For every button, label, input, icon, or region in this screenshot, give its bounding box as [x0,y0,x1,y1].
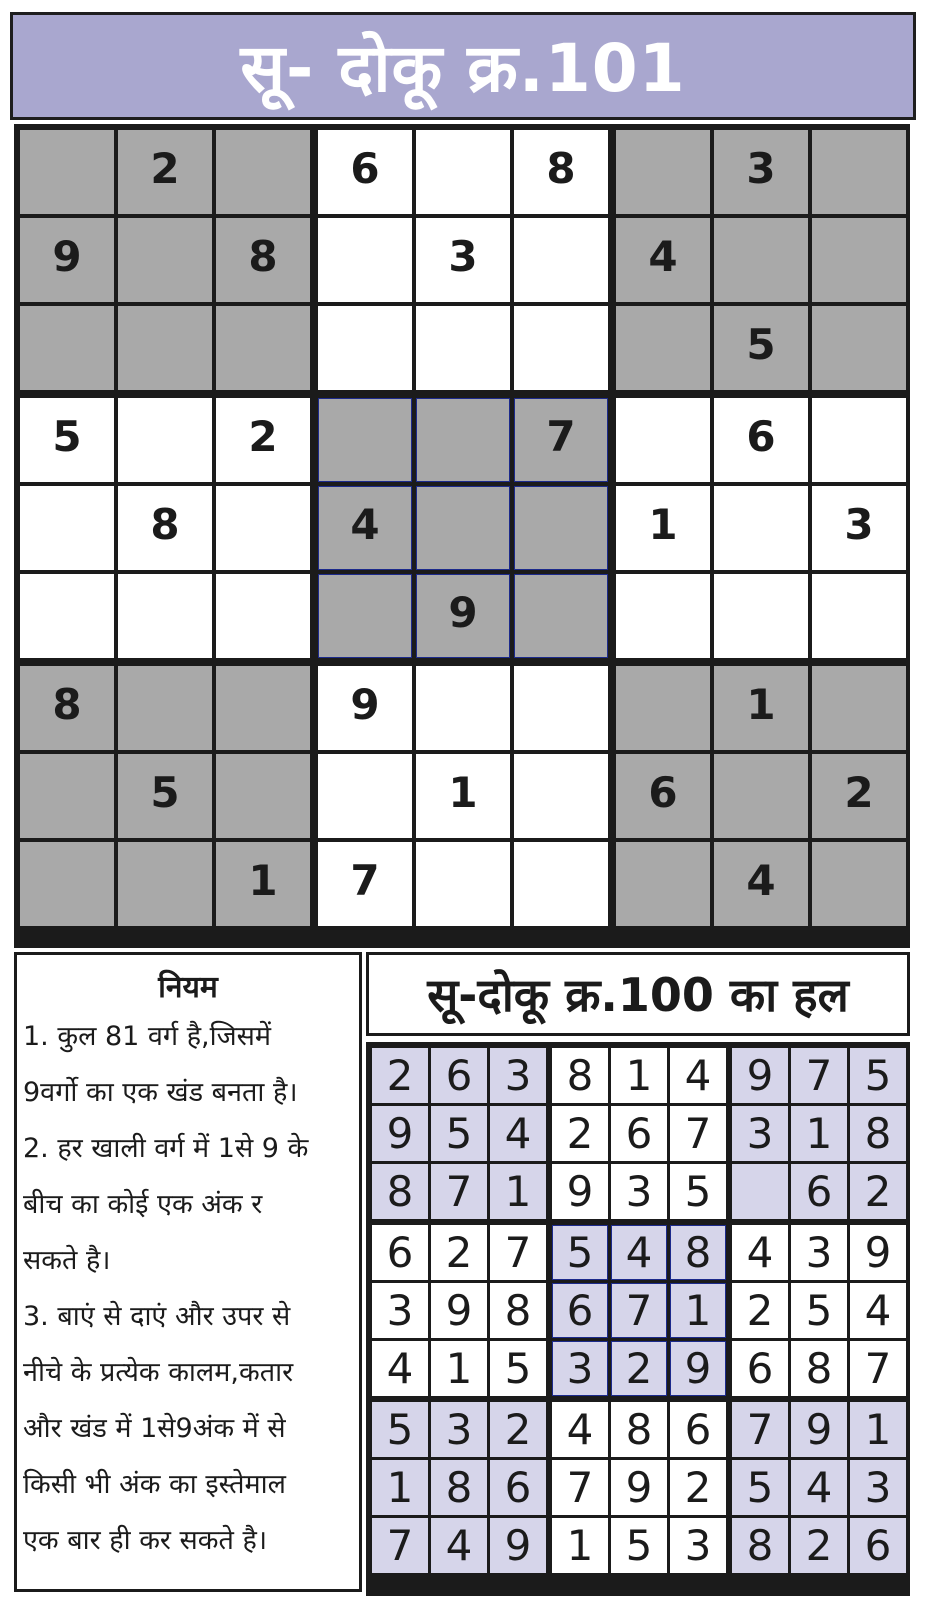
solution-cell-r2-c5: 6 [611,1106,667,1161]
puzzle-cell-r1-c6: 8 [514,130,608,214]
puzzle-cell-r1-c1 [20,130,114,214]
solution-cell-r9-c5: 5 [611,1518,667,1573]
puzzle-cell-r5-c6 [514,486,608,570]
solution-cell-r4-c3: 7 [490,1225,546,1280]
puzzle-cell-r1-c5 [416,130,510,214]
solution-cell-r9-c3: 9 [490,1518,546,1573]
puzzle-cell-r7-c4: 9 [318,666,412,750]
solution-cell-r5-c6: 1 [670,1283,726,1338]
puzzle-cell-r5-c9: 3 [812,486,906,570]
puzzle-cell-r9-c1 [20,842,114,926]
puzzle-cell-r6-c3 [216,574,310,658]
puzzle-cell-r5-c1 [20,486,114,570]
puzzle-cell-r1-c9 [812,130,906,214]
solution-cell-r5-c3: 8 [490,1283,546,1338]
puzzle-cell-r3-c2 [118,306,212,390]
solution-cell-r3-c6: 5 [670,1164,726,1219]
puzzle-cell-r5-c8 [714,486,808,570]
puzzle-cell-r4-c9 [812,398,906,482]
puzzle-cell-r9-c8: 4 [714,842,808,926]
puzzle-cell-r9-c3: 1 [216,842,310,926]
puzzle-cell-r4-c4 [318,398,412,482]
solution-cell-r9-c1: 7 [372,1518,428,1573]
rules-panel [14,952,362,1592]
solution-cell-r2-c2: 5 [431,1106,487,1161]
solution-cell-r2-c3: 4 [490,1106,546,1161]
solution-cell-r7-c3: 2 [490,1402,546,1457]
solution-cell-r5-c8: 5 [791,1283,847,1338]
rule-line: बीच का कोई एक अंक र [23,1189,263,1220]
puzzle-cell-r5-c4: 4 [318,486,412,570]
puzzle-cell-r1-c3 [216,130,310,214]
puzzle-cell-r8-c1 [20,754,114,838]
solution-title-box [366,952,910,1036]
solution-cell-r9-c9: 6 [850,1518,906,1573]
solution-cell-r9-c6: 3 [670,1518,726,1573]
puzzle-cell-r1-c7 [616,130,710,214]
solution-cell-r9-c4: 1 [552,1518,608,1573]
solution-cell-r7-c2: 3 [431,1402,487,1457]
solution-cell-r1-c7: 9 [732,1048,788,1103]
puzzle-cell-r9-c5 [416,842,510,926]
puzzle-cell-r6-c4 [318,574,412,658]
puzzle-cell-r2-c2 [118,218,212,302]
solution-cell-r9-c8: 2 [791,1518,847,1573]
puzzle-cell-r7-c3 [216,666,310,750]
rule-line: किसी भी अंक का इस्तेमाल [23,1469,286,1500]
solution-cell-r8-c3: 6 [490,1460,546,1515]
rule-line: सकते है। [23,1245,111,1276]
solution-cell-r2-c6: 7 [670,1106,726,1161]
solution-cell-r8-c5: 9 [611,1460,667,1515]
puzzle-cell-r5-c5 [416,486,510,570]
puzzle-cell-r4-c3: 2 [216,398,310,482]
solution-cell-r8-c6: 2 [670,1460,726,1515]
puzzle-cell-r1-c8: 3 [714,130,808,214]
solution-cell-r5-c2: 9 [431,1283,487,1338]
solution-cell-r1-c1: 2 [372,1048,428,1103]
puzzle-cell-r4-c2 [118,398,212,482]
solution-cell-r5-c7: 2 [732,1283,788,1338]
solution-cell-r4-c2: 2 [431,1225,487,1280]
puzzle-cell-r9-c2 [118,842,212,926]
solution-cell-r3-c4: 9 [552,1164,608,1219]
solution-cell-r1-c8: 7 [791,1048,847,1103]
solution-cell-r2-c4: 2 [552,1106,608,1161]
solution-cell-r7-c8: 9 [791,1402,847,1457]
solution-cell-r8-c2: 8 [431,1460,487,1515]
puzzle-cell-r8-c2: 5 [118,754,212,838]
rule-line: और खंड में 1से9अंक में से [23,1413,286,1444]
puzzle-cell-r2-c3: 8 [216,218,310,302]
solution-cell-r8-c7: 5 [732,1460,788,1515]
puzzle-title: सू- दोकू क्र.101 [240,30,686,107]
puzzle-cell-r7-c8: 1 [714,666,808,750]
puzzle-cell-r1-c2: 2 [118,130,212,214]
rule-line: 2. हर खाली वर्ग में 1से 9 के [23,1133,309,1164]
puzzle-cell-r3-c5 [416,306,510,390]
solution-cell-r1-c2: 6 [431,1048,487,1103]
rule-line: 3. बाएं से दाएं और उपर से [23,1301,291,1332]
puzzle-cell-r7-c7 [616,666,710,750]
solution-cell-r7-c1: 5 [372,1402,428,1457]
puzzle-cell-r7-c9 [812,666,906,750]
rules-heading: नियम [158,970,218,1005]
puzzle-cell-r8-c5: 1 [416,754,510,838]
solution-cell-r6-c5: 2 [611,1341,667,1396]
puzzle-cell-r1-c4: 6 [318,130,412,214]
puzzle-cell-r3-c8: 5 [714,306,808,390]
puzzle-cell-r2-c7: 4 [616,218,710,302]
puzzle-cell-r9-c7 [616,842,710,926]
puzzle-cell-r2-c4 [318,218,412,302]
solution-cell-r3-c7 [732,1164,788,1219]
puzzle-cell-r4-c1: 5 [20,398,114,482]
puzzle-cell-r6-c5: 9 [416,574,510,658]
solution-cell-r5-c9: 4 [850,1283,906,1338]
solution-cell-r2-c8: 1 [791,1106,847,1161]
puzzle-cell-r6-c8 [714,574,808,658]
solution-cell-r1-c9: 5 [850,1048,906,1103]
puzzle-cell-r2-c5: 3 [416,218,510,302]
sudoku-puzzle-grid [14,124,910,948]
puzzle-cell-r8-c6 [514,754,608,838]
solution-cell-r6-c8: 8 [791,1341,847,1396]
solution-cell-r6-c4: 3 [552,1341,608,1396]
puzzle-cell-r3-c7 [616,306,710,390]
solution-cell-r4-c5: 4 [611,1225,667,1280]
puzzle-cell-r6-c1 [20,574,114,658]
puzzle-cell-r6-c2 [118,574,212,658]
solution-cell-r6-c1: 4 [372,1341,428,1396]
solution-cell-r5-c4: 6 [552,1283,608,1338]
puzzle-cell-r9-c4: 7 [318,842,412,926]
rule-line: 1. कुल 81 वर्ग है,जिसमें [23,1021,272,1052]
solution-cell-r4-c9: 9 [850,1225,906,1280]
solution-cell-r2-c7: 3 [732,1106,788,1161]
solution-cell-r8-c8: 4 [791,1460,847,1515]
solution-cell-r3-c5: 3 [611,1164,667,1219]
solution-cell-r4-c7: 4 [732,1225,788,1280]
solution-cell-r4-c1: 6 [372,1225,428,1280]
puzzle-cell-r4-c7 [616,398,710,482]
solution-cell-r3-c3: 1 [490,1164,546,1219]
solution-cell-r6-c9: 7 [850,1341,906,1396]
solution-cell-r8-c9: 3 [850,1460,906,1515]
puzzle-cell-r5-c3 [216,486,310,570]
solution-title: सू-दोकू क्र.100 का हल [427,968,849,1022]
solution-cell-r7-c7: 7 [732,1402,788,1457]
puzzle-cell-r3-c4 [318,306,412,390]
puzzle-cell-r7-c6 [514,666,608,750]
puzzle-cell-r8-c8 [714,754,808,838]
solution-cell-r8-c4: 7 [552,1460,608,1515]
puzzle-cell-r3-c6 [514,306,608,390]
puzzle-cell-r7-c2 [118,666,212,750]
puzzle-cell-r7-c5 [416,666,510,750]
puzzle-cell-r9-c9 [812,842,906,926]
solution-cell-r7-c9: 1 [850,1402,906,1457]
puzzle-cell-r9-c6 [514,842,608,926]
solution-cell-r2-c9: 8 [850,1106,906,1161]
solution-cell-r4-c6: 8 [670,1225,726,1280]
puzzle-cell-r4-c6: 7 [514,398,608,482]
puzzle-cell-r8-c3 [216,754,310,838]
puzzle-cell-r2-c9 [812,218,906,302]
puzzle-cell-r4-c8: 6 [714,398,808,482]
puzzle-cell-r2-c6 [514,218,608,302]
solution-cell-r6-c6: 9 [670,1341,726,1396]
solution-cell-r3-c8: 6 [791,1164,847,1219]
solution-cell-r5-c1: 3 [372,1283,428,1338]
sudoku-solution-grid [366,1042,910,1596]
rule-line: नीचे के प्रत्येक कालम,कतार [23,1357,294,1388]
solution-cell-r3-c2: 7 [431,1164,487,1219]
puzzle-cell-r8-c7: 6 [616,754,710,838]
title-banner [10,12,916,120]
solution-cell-r6-c3: 5 [490,1341,546,1396]
puzzle-cell-r6-c7 [616,574,710,658]
solution-cell-r3-c9: 2 [850,1164,906,1219]
puzzle-cell-r5-c7: 1 [616,486,710,570]
solution-cell-r3-c1: 8 [372,1164,428,1219]
solution-cell-r8-c1: 1 [372,1460,428,1515]
puzzle-cell-r4-c5 [416,398,510,482]
solution-cell-r5-c5: 7 [611,1283,667,1338]
solution-cell-r4-c8: 3 [791,1225,847,1280]
rule-line: 9वर्गो का एक खंड बनता है। [23,1077,298,1108]
puzzle-cell-r3-c3 [216,306,310,390]
puzzle-cell-r2-c8 [714,218,808,302]
solution-cell-r6-c2: 1 [431,1341,487,1396]
solution-cell-r6-c7: 6 [732,1341,788,1396]
solution-cell-r1-c6: 4 [670,1048,726,1103]
solution-cell-r1-c4: 8 [552,1048,608,1103]
puzzle-cell-r3-c9 [812,306,906,390]
puzzle-cell-r8-c9: 2 [812,754,906,838]
puzzle-cell-r6-c6 [514,574,608,658]
solution-cell-r1-c3: 3 [490,1048,546,1103]
puzzle-cell-r5-c2: 8 [118,486,212,570]
puzzle-cell-r2-c1: 9 [20,218,114,302]
solution-cell-r9-c2: 4 [431,1518,487,1573]
solution-cell-r1-c5: 1 [611,1048,667,1103]
puzzle-cell-r7-c1: 8 [20,666,114,750]
rule-line: एक बार ही कर सकते है। [23,1525,268,1556]
puzzle-cell-r8-c4 [318,754,412,838]
solution-cell-r9-c7: 8 [732,1518,788,1573]
puzzle-cell-r6-c9 [812,574,906,658]
solution-cell-r7-c4: 4 [552,1402,608,1457]
solution-cell-r4-c4: 5 [552,1225,608,1280]
solution-cell-r7-c6: 6 [670,1402,726,1457]
solution-cell-r7-c5: 8 [611,1402,667,1457]
puzzle-cell-r3-c1 [20,306,114,390]
solution-cell-r2-c1: 9 [372,1106,428,1161]
